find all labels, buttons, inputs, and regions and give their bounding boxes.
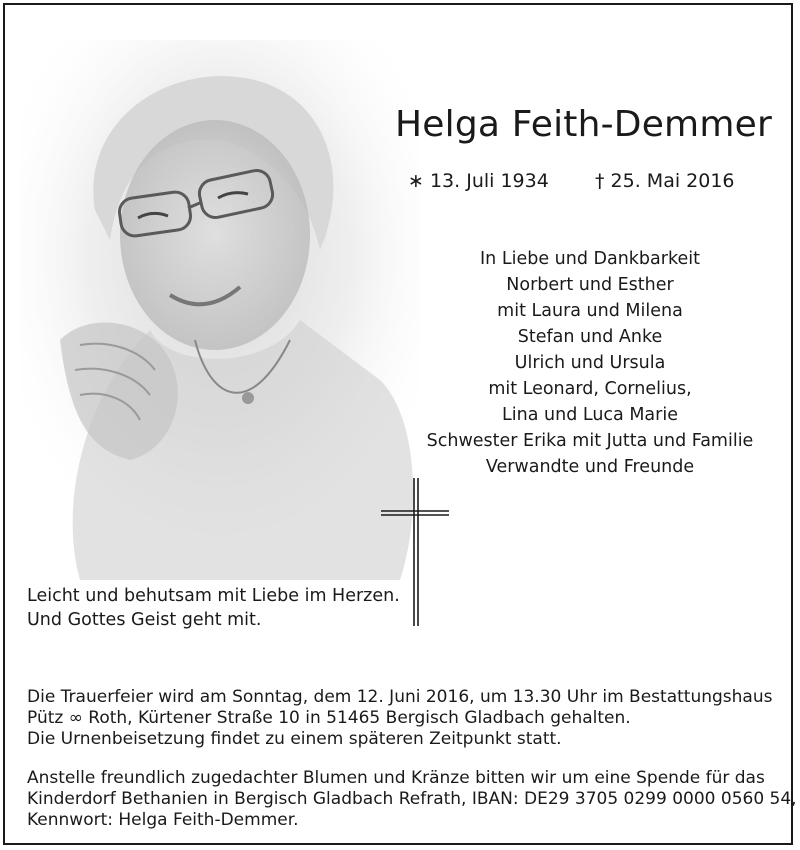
mourners-list — [405, 246, 775, 480]
mourner-line: mit Laura und Milena — [497, 301, 683, 321]
mourner-line: Schwester Erika mit Jutta und Familie — [426, 431, 754, 451]
ceremony-line: Die Trauerfeier wird am Sonntag, dem 12. Juni 2016, um 13.30 Uhr im Bestattungshaus — [27, 687, 773, 707]
ceremony-line: Die Urnenbeisetzung findet zu einem späteren Zeitpunkt statt. — [27, 729, 562, 749]
donation-info — [27, 768, 797, 831]
death-cross-icon: † — [595, 170, 605, 192]
ceremony-info — [27, 687, 787, 750]
mourner-line: mit Leonard, Cornelius, — [488, 379, 692, 399]
death-date-text: 25. Mai 2016 — [610, 170, 735, 192]
ceremony-line: Pütz ∞ Roth, Kürtener Straße 10 in 51465 Bergisch Gladbach gehalten. — [27, 708, 631, 728]
mourner-line: Lina und Luca Marie — [502, 405, 678, 425]
mourner-line: Stefan und Anke — [517, 327, 663, 347]
deceased-name: Helga Feith-Demmer — [395, 104, 772, 145]
death-date — [595, 170, 735, 192]
donation-line: Kennwort: Helga Feith-Demmer. — [27, 810, 299, 830]
birth-date — [408, 170, 549, 192]
mourner-line: Ulrich und Ursula — [514, 353, 666, 373]
motto-line: Leicht und behutsam mit Liebe im Herzen. — [27, 586, 400, 606]
motto-verse — [27, 584, 400, 632]
birth-star-icon: ∗ — [408, 170, 424, 192]
mourner-line: In Liebe und Dankbarkeit — [480, 249, 700, 269]
motto-line: Und Gottes Geist geht mit. — [27, 610, 262, 630]
portrait-photo — [20, 40, 420, 580]
mourner-line: Norbert und Esther — [506, 275, 674, 295]
mourner-line: Verwandte und Freunde — [485, 457, 695, 477]
donation-line: Anstelle freundlich zugedachter Blumen und Kränze bitten wir um eine Spende für das — [27, 768, 765, 788]
birth-date-text: 13. Juli 1934 — [429, 170, 549, 192]
donation-line: Kinderdorf Bethanien in Bergisch Gladbach Refrath, IBAN: DE29 3705 0299 0000 0560 54, — [27, 789, 797, 809]
